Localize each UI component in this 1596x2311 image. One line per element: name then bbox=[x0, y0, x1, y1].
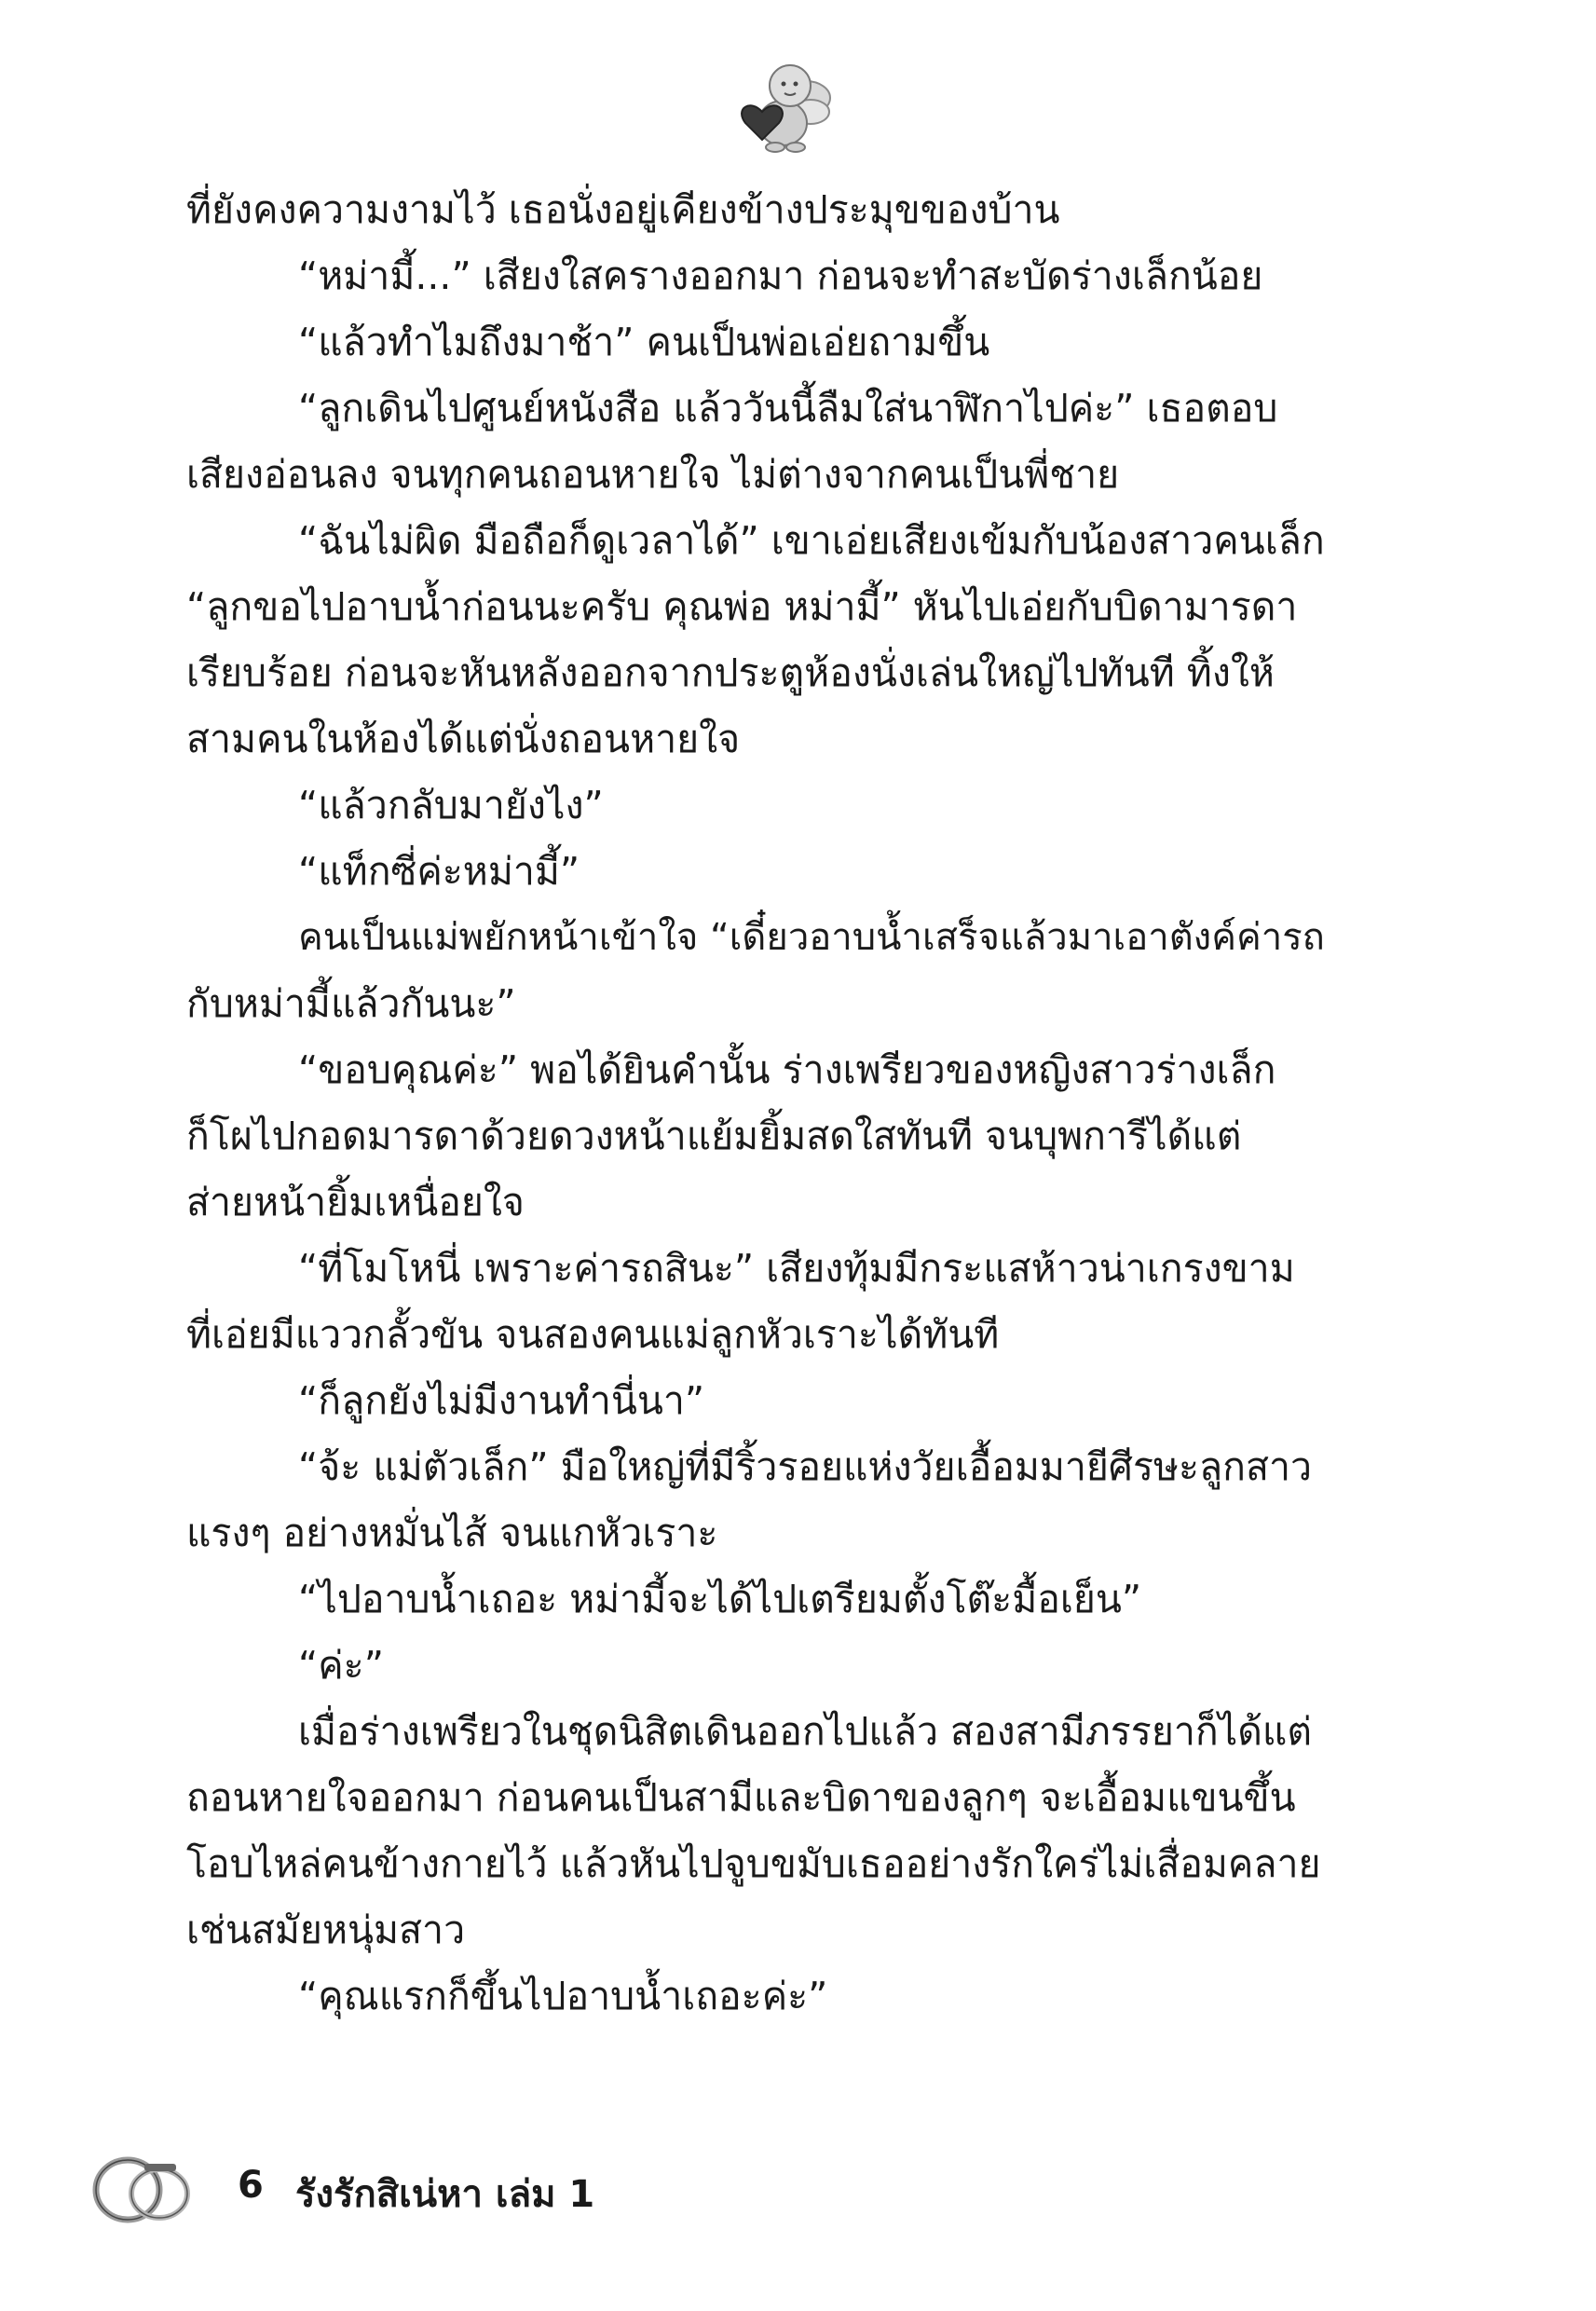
text-line: เช่นสมัยหนุ่มสาว bbox=[186, 1908, 466, 1952]
text-line: กับหม่ามี้แล้วกันนะ” bbox=[186, 981, 516, 1026]
book-title: รังรักสิเน่หา เล่ม 1 bbox=[295, 2173, 595, 2216]
text-line: ก็โผไปกอดมารดาด้วยดวงหน้าแย้มยิ้มสดใสทันที จนบุพการีได้แต่ bbox=[186, 1114, 1242, 1158]
text-line: ส่ายหน้ายิ้มเหนื่อยใจ bbox=[186, 1180, 525, 1224]
text-line: “แท็กซี่ค่ะหม่ามี้” bbox=[298, 849, 580, 894]
text-line: “จ้ะ แม่ตัวเล็ก” มือใหญ่ที่มีริ้วรอยแห่งวัยเอื้อมมายีศีรษะลูกสาว bbox=[298, 1444, 1313, 1489]
text-line: “หม่ามี้...” เสียงใสครางออกมา ก่อนจะทำสะบัดร่างเล็กน้อย bbox=[298, 253, 1263, 298]
text-line: เรียบร้อย ก่อนจะหันหลังออกจากประตูห้องนั่งเล่นใหญ่ไปทันที ทิ้งให้ bbox=[186, 650, 1275, 695]
text-line: “คุณแรกก็ขึ้นไปอาบน้ำเถอะค่ะ” bbox=[298, 1974, 828, 2018]
text-line: เสียงอ่อนลง จนทุกคนถอนหายใจ ไม่ต่างจากคนเป็นพี่ชาย bbox=[186, 452, 1120, 497]
text-line: “ไปอาบน้ำเถอะ หม่ามี้จะได้ไปเตรียมตั้งโต๊ะมื้อเย็น” bbox=[298, 1577, 1142, 1621]
page-number: 6 bbox=[238, 2164, 264, 2207]
text-line: คนเป็นแม่พยักหน้าเข้าใจ “เดี๋ยวอาบน้ำเสร็จแล้วมาเอาตังค์ค่ารถ bbox=[298, 916, 1325, 959]
text-line: “แล้วกลับมายังไง” bbox=[298, 783, 604, 827]
wedding-rings-icon bbox=[89, 2143, 200, 2227]
text-line: “ขอบคุณค่ะ” พอได้ยินคำนั้น ร่างเพรียวของหญิงสาวร่างเล็ก bbox=[298, 1047, 1276, 1092]
text-line: สามคนในห้องได้แต่นั่งถอนหายใจ bbox=[186, 717, 741, 761]
text-line: โอบไหล่คนข้างกายไว้ แล้วหันไปจูบขมับเธออย่างรักใคร่ไม่เสื่อมคลาย bbox=[186, 1841, 1321, 1886]
text-line: “ลูกเดินไปศูนย์หนังสือ แล้ววันนี้ลืมใส่นาฬิกาไปค่ะ” เธอตอบ bbox=[298, 386, 1278, 431]
text-line: “แล้วทำไมถึงมาช้า” คนเป็นพ่อเอ่ยถามขึ้น bbox=[298, 320, 990, 364]
body-text bbox=[186, 177, 1325, 2030]
cherub-with-heart-icon bbox=[717, 56, 839, 158]
text-line: ถอนหายใจออกมา ก่อนคนเป็นสามีและบิดาของลูกๆ จะเอื้อมแขนขึ้น bbox=[186, 1775, 1296, 1820]
text-line: “ก็ลูกยังไม่มีงานทำนี่นา” bbox=[298, 1378, 705, 1423]
page-footer bbox=[89, 2143, 741, 2227]
text-line: เมื่อร่างเพรียวในชุดนิสิตเดินออกไปแล้ว สองสามีภรรยาก็ได้แต่ bbox=[298, 1709, 1312, 1754]
text-line: “ที่โมโหนี่ เพราะค่ารถสินะ” เสียงทุ้มมีกระแสห้าวน่าเกรงขาม bbox=[298, 1246, 1295, 1291]
text-line: ที่ยังคงความงามไว้ เธอนั่งอยู่เคียงข้างประมุขของบ้าน bbox=[186, 187, 1060, 232]
text-line: “ลูกขอไปอาบน้ำก่อนนะครับ คุณพ่อ หม่ามี้” หันไปเอ่ยกับบิดามารดา bbox=[186, 584, 1298, 629]
text-line: “ฉันไม่ผิด มือถือก็ดูเวลาได้” เขาเอ่ยเสียงเข้มกับน้องสาวคนเล็ก bbox=[298, 518, 1325, 563]
text-line: ที่เอ่ยมีแววกลั้วขัน จนสองคนแม่ลูกหัวเราะได้ทันที bbox=[186, 1312, 1000, 1357]
text-line: แรงๆ อย่างหมั่นไส้ จนแกหัวเราะ bbox=[186, 1511, 718, 1555]
text-line: “ค่ะ” bbox=[298, 1643, 384, 1688]
